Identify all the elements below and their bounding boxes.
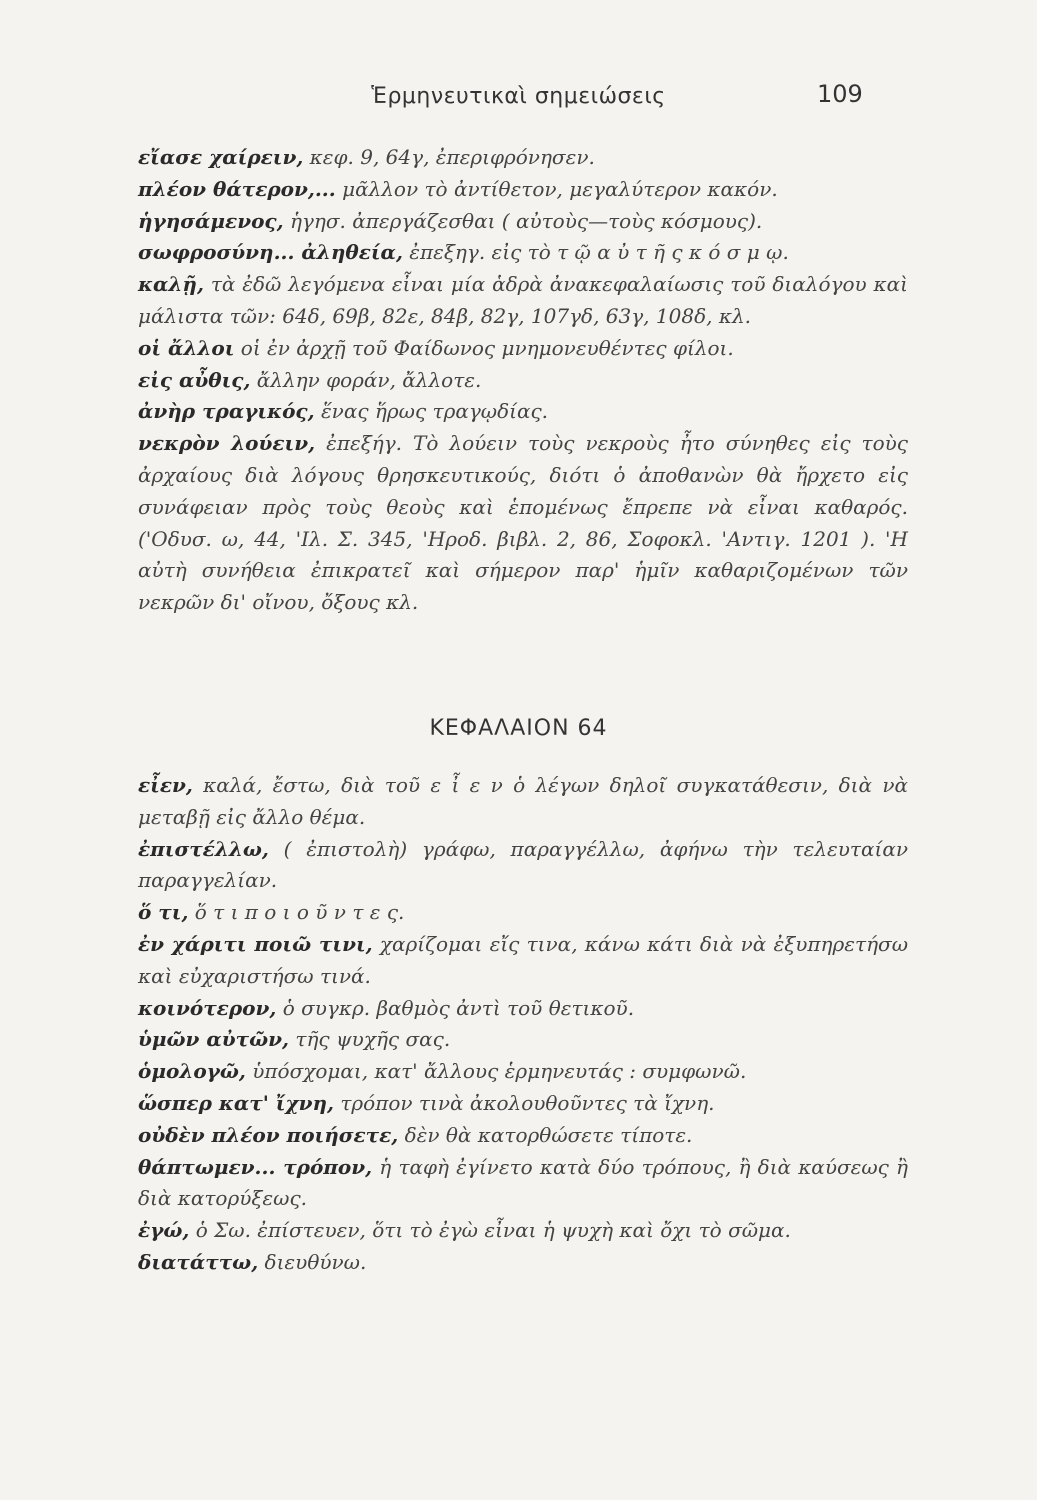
glossary-section-2 [138, 770, 908, 1279]
entry-lemma: ἐν χάριτι ποιῶ τινι, [138, 931, 373, 956]
entry-gloss: ( ἐπιστολὴ) γράφω, παραγγέλλω, ἀφήνω τὴν τελευταίαν παραγγελίαν. [138, 836, 908, 893]
entry-gloss: ὁ Σω. ἐπίστευεν, ὅτι τὸ ἐγὼ εἶναι ἡ ψυχὴ καὶ ὄχι τὸ σῶμα. [195, 1218, 791, 1243]
glossary-entry [138, 1215, 908, 1247]
entry-lemma: κοινότερον, [138, 995, 277, 1020]
entry-lemma: εἰς αὖθις, [138, 367, 251, 392]
entry-gloss: καλά, ἔστω, διὰ τοῦ ε ἶ ε ν ὁ λέγων δηλοῖ συγκατάθεσιν, διὰ νὰ μεταβῇ εἰς ἄλλο θέμα. [138, 773, 909, 829]
glossary-entry [138, 1152, 908, 1216]
glossary-entry [138, 237, 908, 269]
glossary-entry [138, 929, 908, 993]
entry-lemma: εἴασε χαίρειν, [138, 145, 304, 169]
glossary-entry [138, 269, 908, 333]
entry-gloss: δὲν θὰ κατορθώσετε τίποτε. [404, 1122, 693, 1147]
entry-gloss: ὑπόσχομαι, κατ' ἄλλους ἑρμηνευτάς : συμφωνῶ. [252, 1059, 747, 1084]
glossary-entry [138, 428, 908, 619]
entry-lemma: εἶεν, [138, 773, 193, 797]
glossary-entry [138, 396, 908, 428]
entry-lemma: ὅ τι, [138, 900, 189, 925]
entry-lemma: οὐδὲν πλέον ποιήσετε, [138, 1122, 399, 1147]
glossary-entry [138, 1120, 908, 1152]
entry-lemma: ὁμολογῶ, [138, 1059, 246, 1084]
glossary-entry [138, 1024, 908, 1056]
entry-gloss: χαρίζομαι εἴς τινα, κάνω κάτι διὰ νὰ ἐξυπηρετήσω καὶ εὐχαριστήσω τινά. [138, 931, 909, 988]
glossary-entry [138, 834, 908, 898]
entry-gloss: ὁ συγκρ. βαθμὸς ἀντὶ τοῦ θετικοῦ. [282, 995, 635, 1020]
glossary-entry [138, 1088, 908, 1120]
entry-gloss: ἄλλην φοράν, ἄλλοτε. [256, 367, 482, 392]
entry-lemma: ἐπιστέλλω, [138, 836, 269, 861]
glossary-entry [138, 174, 908, 206]
entry-gloss: ἐπεξηγ. εἰς τὸ τ ῷ α ὐ τ ῆ ς κ ό σ μ ῳ. [409, 240, 789, 265]
entry-lemma: νεκρὸν λούειν, [138, 431, 316, 456]
entry-gloss: ἕνας ἥρως τραγῳδίας. [320, 399, 549, 424]
glossary-entry [138, 993, 908, 1025]
running-title: Ἑρμηνευτικαὶ σημειώσεις [371, 84, 666, 109]
glossary-section-1 [138, 142, 908, 619]
glossary-entry [138, 333, 908, 365]
entry-lemma: ἀνὴρ τραγικός, [138, 399, 315, 424]
entry-lemma: σωφροσύνη... ἀληθεία, [138, 240, 403, 265]
entry-lemma: οἱ ἄλλοι [138, 335, 235, 360]
entry-lemma: ὥσπερ κατ' ἴχνη, [138, 1090, 334, 1115]
entry-gloss: ἡ ταφὴ ἐγίνετο κατὰ δύο τρόπους, ἢ διὰ καύσεως ἢ διὰ κατορύξεως. [138, 1154, 909, 1211]
glossary-entry [138, 1056, 908, 1088]
entry-lemma: καλῇ, [138, 272, 204, 297]
entry-gloss: τὰ ἐδῶ λεγόμενα εἶναι μία ἁδρὰ ἀνακεφαλαίωσις τοῦ διαλόγου καὶ μάλιστα τῶν: 64δ, 69β, 82ε, 84β, 82γ, 107γδ, 63γ, 108δ, κλ. [138, 272, 908, 328]
glossary-entry [138, 1247, 908, 1279]
glossary-entry [138, 206, 908, 238]
entry-lemma: διατάττω, [138, 1249, 259, 1274]
entry-lemma: ὑμῶν αὐτῶν, [138, 1027, 290, 1052]
entry-gloss: τῆς ψυχῆς σας. [295, 1027, 451, 1052]
entry-lemma: πλέον θάτερον,... [138, 176, 336, 201]
entry-gloss: τρόπον τινὰ ἀκολουθοῦντες τὰ ἴχνη. [340, 1090, 715, 1115]
entry-gloss: ἐπεξήγ. Τὸ λούειν τοὺς νεκροὺς ἦτο σύνηθες εἰς τοὺς ἀρχαίους διὰ λόγους θρησκευτικούς, διότι ὁ ἀποθανὼν θὰ ἤρχετο εἰς συνάφειαν πρὸς τοὺς θεοὺς καὶ ἑπομένως ἔπρεπε νὰ εἶναι καθαρός. ('Οδυσ. ω, 44, 'Ιλ. Σ. 345, 'Ηροδ. βιβλ. 2, 86, Σοφοκλ. 'Αντιγ. 1201 ). 'Η αὐτὴ συνήθεια ἐπικρατεῖ καὶ σήμερον παρ' ἡμῖν καθαριζομένων τῶν νεκρῶν δι' οἴνου, ὄξους κλ. [138, 431, 908, 615]
glossary-entry [138, 770, 908, 834]
entry-gloss: διευθύνω. [264, 1249, 367, 1274]
chapter-heading: ΚΕΦΑΛΑΙΟΝ 64 [429, 716, 608, 741]
entry-lemma: θάπτωμεν... τρόπον, [138, 1154, 373, 1179]
entry-lemma: ἐγώ, [138, 1218, 190, 1243]
entry-gloss: μᾶλλον τὸ ἀντίθετον, μεγαλύτερον κακόν. [342, 176, 778, 201]
glossary-entry [138, 142, 908, 174]
entry-gloss: ὅ τ ι π ο ι ο ῦ ν τ ε ς. [194, 900, 405, 925]
entry-lemma: ἡγησάμενος, [138, 208, 284, 233]
page-number: 109 [817, 80, 863, 108]
entry-gloss: κεφ. 9, 64γ, ἐπεριφρόνησεν. [309, 145, 595, 169]
entry-gloss: οἱ ἐν ἀρχῇ τοῦ Φαίδωνος μνημονευθέντες φίλοι. [240, 335, 734, 360]
glossary-entry [138, 365, 908, 397]
entry-gloss: ἡγησ. ἀπεργάζεσθαι ( αὐτοὺς—τοὺς κόσμους). [289, 208, 763, 233]
glossary-entry [138, 897, 908, 929]
